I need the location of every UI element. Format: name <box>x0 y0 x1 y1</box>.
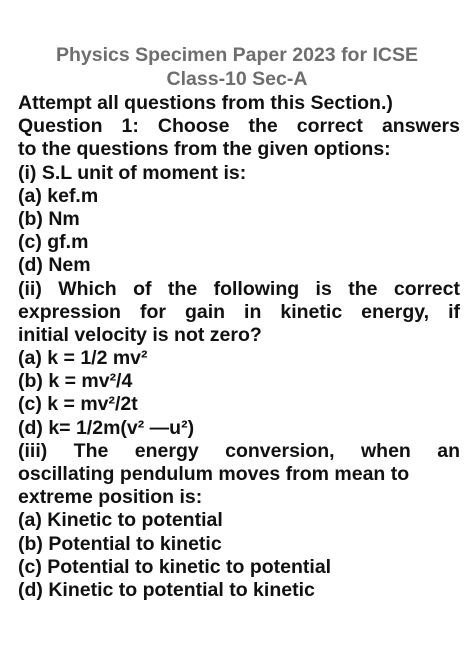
question-iii-line-2: oscillating pendulum moves from mean to <box>18 463 410 485</box>
section-instruction: Attempt all questions from this Section.) <box>18 92 393 114</box>
option-ii-c: (c) k = mv²/2t <box>18 393 138 416</box>
option-i-d: (d) Nem <box>18 254 91 277</box>
paper-subtitle: Class-10 Sec-A <box>166 68 308 90</box>
option-i-c: (c) gf.m <box>18 231 89 254</box>
question-iii-line-3: extreme position is: <box>18 486 203 509</box>
option-iii-d: (d) Kinetic to potential to kinetic <box>18 578 315 601</box>
option-iii-b: (b) Potential to kinetic <box>18 532 222 555</box>
question-ii-line-1: (ii) Which of the following is the correct <box>18 277 460 300</box>
question-iii-line-1: (iii) The energy conversion, when an <box>18 439 460 462</box>
question-body <box>18 92 460 602</box>
question-ii-line-3: initial velocity is not zero? <box>18 323 262 346</box>
question-1-line-2: to the questions from the given options: <box>18 138 391 161</box>
question-ii-line-2: expression for gain in kinetic energy, if <box>18 300 460 323</box>
option-iii-a: (a) Kinetic to potential <box>18 509 223 532</box>
option-ii-b: (b) k = mv²/4 <box>18 370 133 393</box>
option-ii-d: (d) k= 1/2m(v² —u²) <box>18 416 195 439</box>
option-i-a: (a) kef.m <box>18 184 99 207</box>
question-i-text: (i) S.L unit of moment is: <box>18 161 247 184</box>
option-iii-c: (c) Potential to kinetic to potential <box>18 555 332 578</box>
question-1-line-1: Question 1: Choose the correct answers <box>18 115 460 138</box>
option-ii-a: (a) k = 1/2 mv² <box>18 347 148 370</box>
paper-title: Physics Specimen Paper 2023 for ICSE <box>55 44 418 66</box>
option-i-b: (b) Nm <box>18 207 80 230</box>
